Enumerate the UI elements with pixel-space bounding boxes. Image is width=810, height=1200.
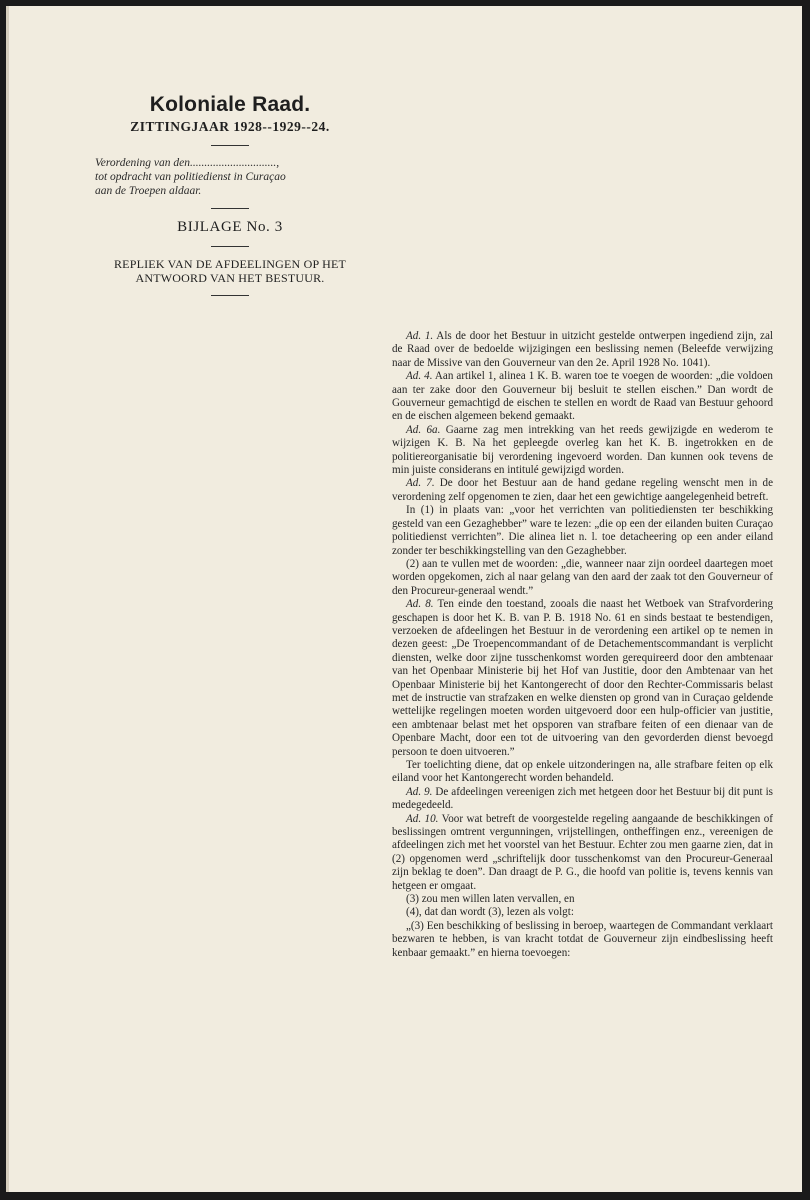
session-year: ZITTINGJAAR 1928--1929--24. [130,119,330,134]
subject-block [87,156,373,198]
paragraph [392,477,773,504]
paragraph-text: De afdeelingen vereenigen zich met hetgeen door het Bestuur bij dit punt is medegedeeld. [392,785,773,812]
paragraph-text: Ter toelichting diene, dat op enkele uitzonderingen na, alle strafbare feiten op elk eiland voor het Kantongerecht worden behandeld. [392,759,773,785]
paragraph [392,504,773,558]
paragraph-lead: Ad. 9. [406,785,433,798]
paragraph [392,906,773,919]
paragraph [392,558,773,598]
paragraph [392,920,773,960]
paragraph-text: In (1) in plaats van: „voor het verrichten van politiediensten ter beschikking gesteld van een Gezaghebber” ware te lezen: „die op een der eilanden buiten Curaçao politiedienst verrichten”. Die alinea liet n. l. toe detacheering op een ander eiland zonder ter beschikkingstelling van den Gezaghebber. [392,504,773,557]
divider [211,246,249,247]
document-header [87,92,373,306]
paragraph-lead: Ad. 6a. [406,423,441,436]
paragraph-text: Gaarne zag men intrekking van het reeds gewijzigde en wederom te wijzigen K. B. Na het gepleegde overleg kan het K. B. ingetrokken en de politiereorganisatie bij verordening ingevoerd worden. Dan kunnen ook tevens de min juiste considerans en intitulé gewijzigd worden. [392,423,773,477]
divider [211,208,249,209]
reply-heading-line-1: REPLIEK VAN DE AFDEELINGEN OP HET [113,257,347,271]
paragraph [392,330,773,370]
document-page [6,6,802,1192]
reply-heading [87,257,373,285]
paragraph-lead: Ad. 8. [406,598,434,611]
reply-heading-line-2: ANTWOORD VAN HET BESTUUR. [135,271,325,285]
paragraph [392,813,773,893]
paragraph-text: (2) aan te vullen met de woorden: „die, wanneer naar zijn oordeel daartegen moet worden opgekomen, zich al naar gelang van den aard der zaak tot den Gouverneur of den Procureur-generaal wendt.” [392,557,773,597]
divider [211,145,249,146]
paragraph-lead: Ad. 10. [406,812,439,825]
appendix-number: BIJLAGE No. 3 [177,219,283,235]
paragraph-text: De door het Bestuur aan de hand gedane regeling wenscht men in de verordening zelf opgenomen te zien, daar het een gewichtige aangelegenheid betreft. [392,477,773,503]
paragraph-lead: Ad. 4. [406,370,433,383]
paragraph [392,424,773,478]
paragraph-text: „(3) Een beschikking of beslissing in beroep, waartegen de Commandant verklaart bezwaren te hebben, is van kracht totdat de Gouverneur zijn eindbeslissing heeft kenbaar gemaakt.” en hierna toevoegen: [392,919,773,959]
paragraph-lead: Ad. 7. [406,477,435,490]
reply-body [392,330,773,960]
paragraph-text: Als de door het Bestuur in uitzicht gestelde ontwerpen ingediend zijn, zal de Raad over de bedoelde wijzigingen een beslissing nemen (Beleefde verwijzing naar de Missive van den Gouverneur van den 2e. April 1928 No. 1041). [392,330,773,369]
paragraph-text: Ten einde den toestand, zooals die naast het Wetboek van Strafvordering geschapen is door het K. B. van P. B. 1918 No. 61 en sinds bestaat te bestendigen, verzoeken de afdeelingen het Bestuur in de verordening een artikel op te nemen in dezen geest: „De Troepencommandant of de Detachementscommandant is verplicht diensten, welke door zijne tusschenkomst worden gerequireerd door den ambtenaar van het Openbaar Ministerie bij het Hof van Justitie, door den Ambtenaar van het Openbaar Ministerie bij het Kantongerecht of door den Rechter-Commissaris belast met de instructie van strafzaken en welke diensten op grond van in Curaçao geldende wettelijke regelingen moeten worden uitgevoerd door een hulp-officier van justitie, een ambtenaar belast met het opsporen van strafbare feiten of een dienaar van de Openbare Macht, door een tot de uitvoering van den gevorderden dienst bevoegd persoon te doen uitvoeren.” [392,598,773,758]
subject-line-2: tot opdracht van politiedienst in Curaçao [95,171,286,183]
paragraph-text: Voor wat betreft de voorgestelde regeling aangaande de beschikkingen of beslissingen omtrent vergunningen, vrijstellingen, ontheffingen enz., vereenigen de afdeelingen zich met het voorstel van het Bestuur. Echter zou men gaarne zien, dat in (2) opgenomen werd „schriftelijk door tusschenkomst van den Procureur-Generaal zijn beklag te doen”. Dan draagt de P. G., die hoofd van politie is, tevens kennis van hetgeen er omgaat. [392,812,773,892]
paragraph-lead: Ad. 1. [406,330,434,342]
council-title: Koloniale Raad. [149,93,311,116]
paragraph-text: Aan artikel 1, alinea 1 K. B. waren toe te voegen de woorden: „die voldoen aan ter zake door den Gouverneur bij besluit te stellen eischen.” Dan wordt de Gouverneur gemachtigd de eischen te stellen en wordt de Raad van Bestuur gehoord en de eischen algemeen bekend gemaakt. [392,370,773,423]
paragraph [392,786,773,813]
subject-line-1: Verordening van den.............................., [95,157,280,169]
divider [211,295,249,296]
paragraph [392,598,773,759]
paragraph-text: (4), dat dan wordt (3), lezen als volgt: [406,906,574,919]
subject-line-3: aan de Troepen aldaar. [95,185,202,197]
paragraph-text: (3) zou men willen laten vervallen, en [406,893,575,906]
paragraph [392,370,773,424]
paragraph [392,759,773,786]
paragraph [392,893,773,906]
